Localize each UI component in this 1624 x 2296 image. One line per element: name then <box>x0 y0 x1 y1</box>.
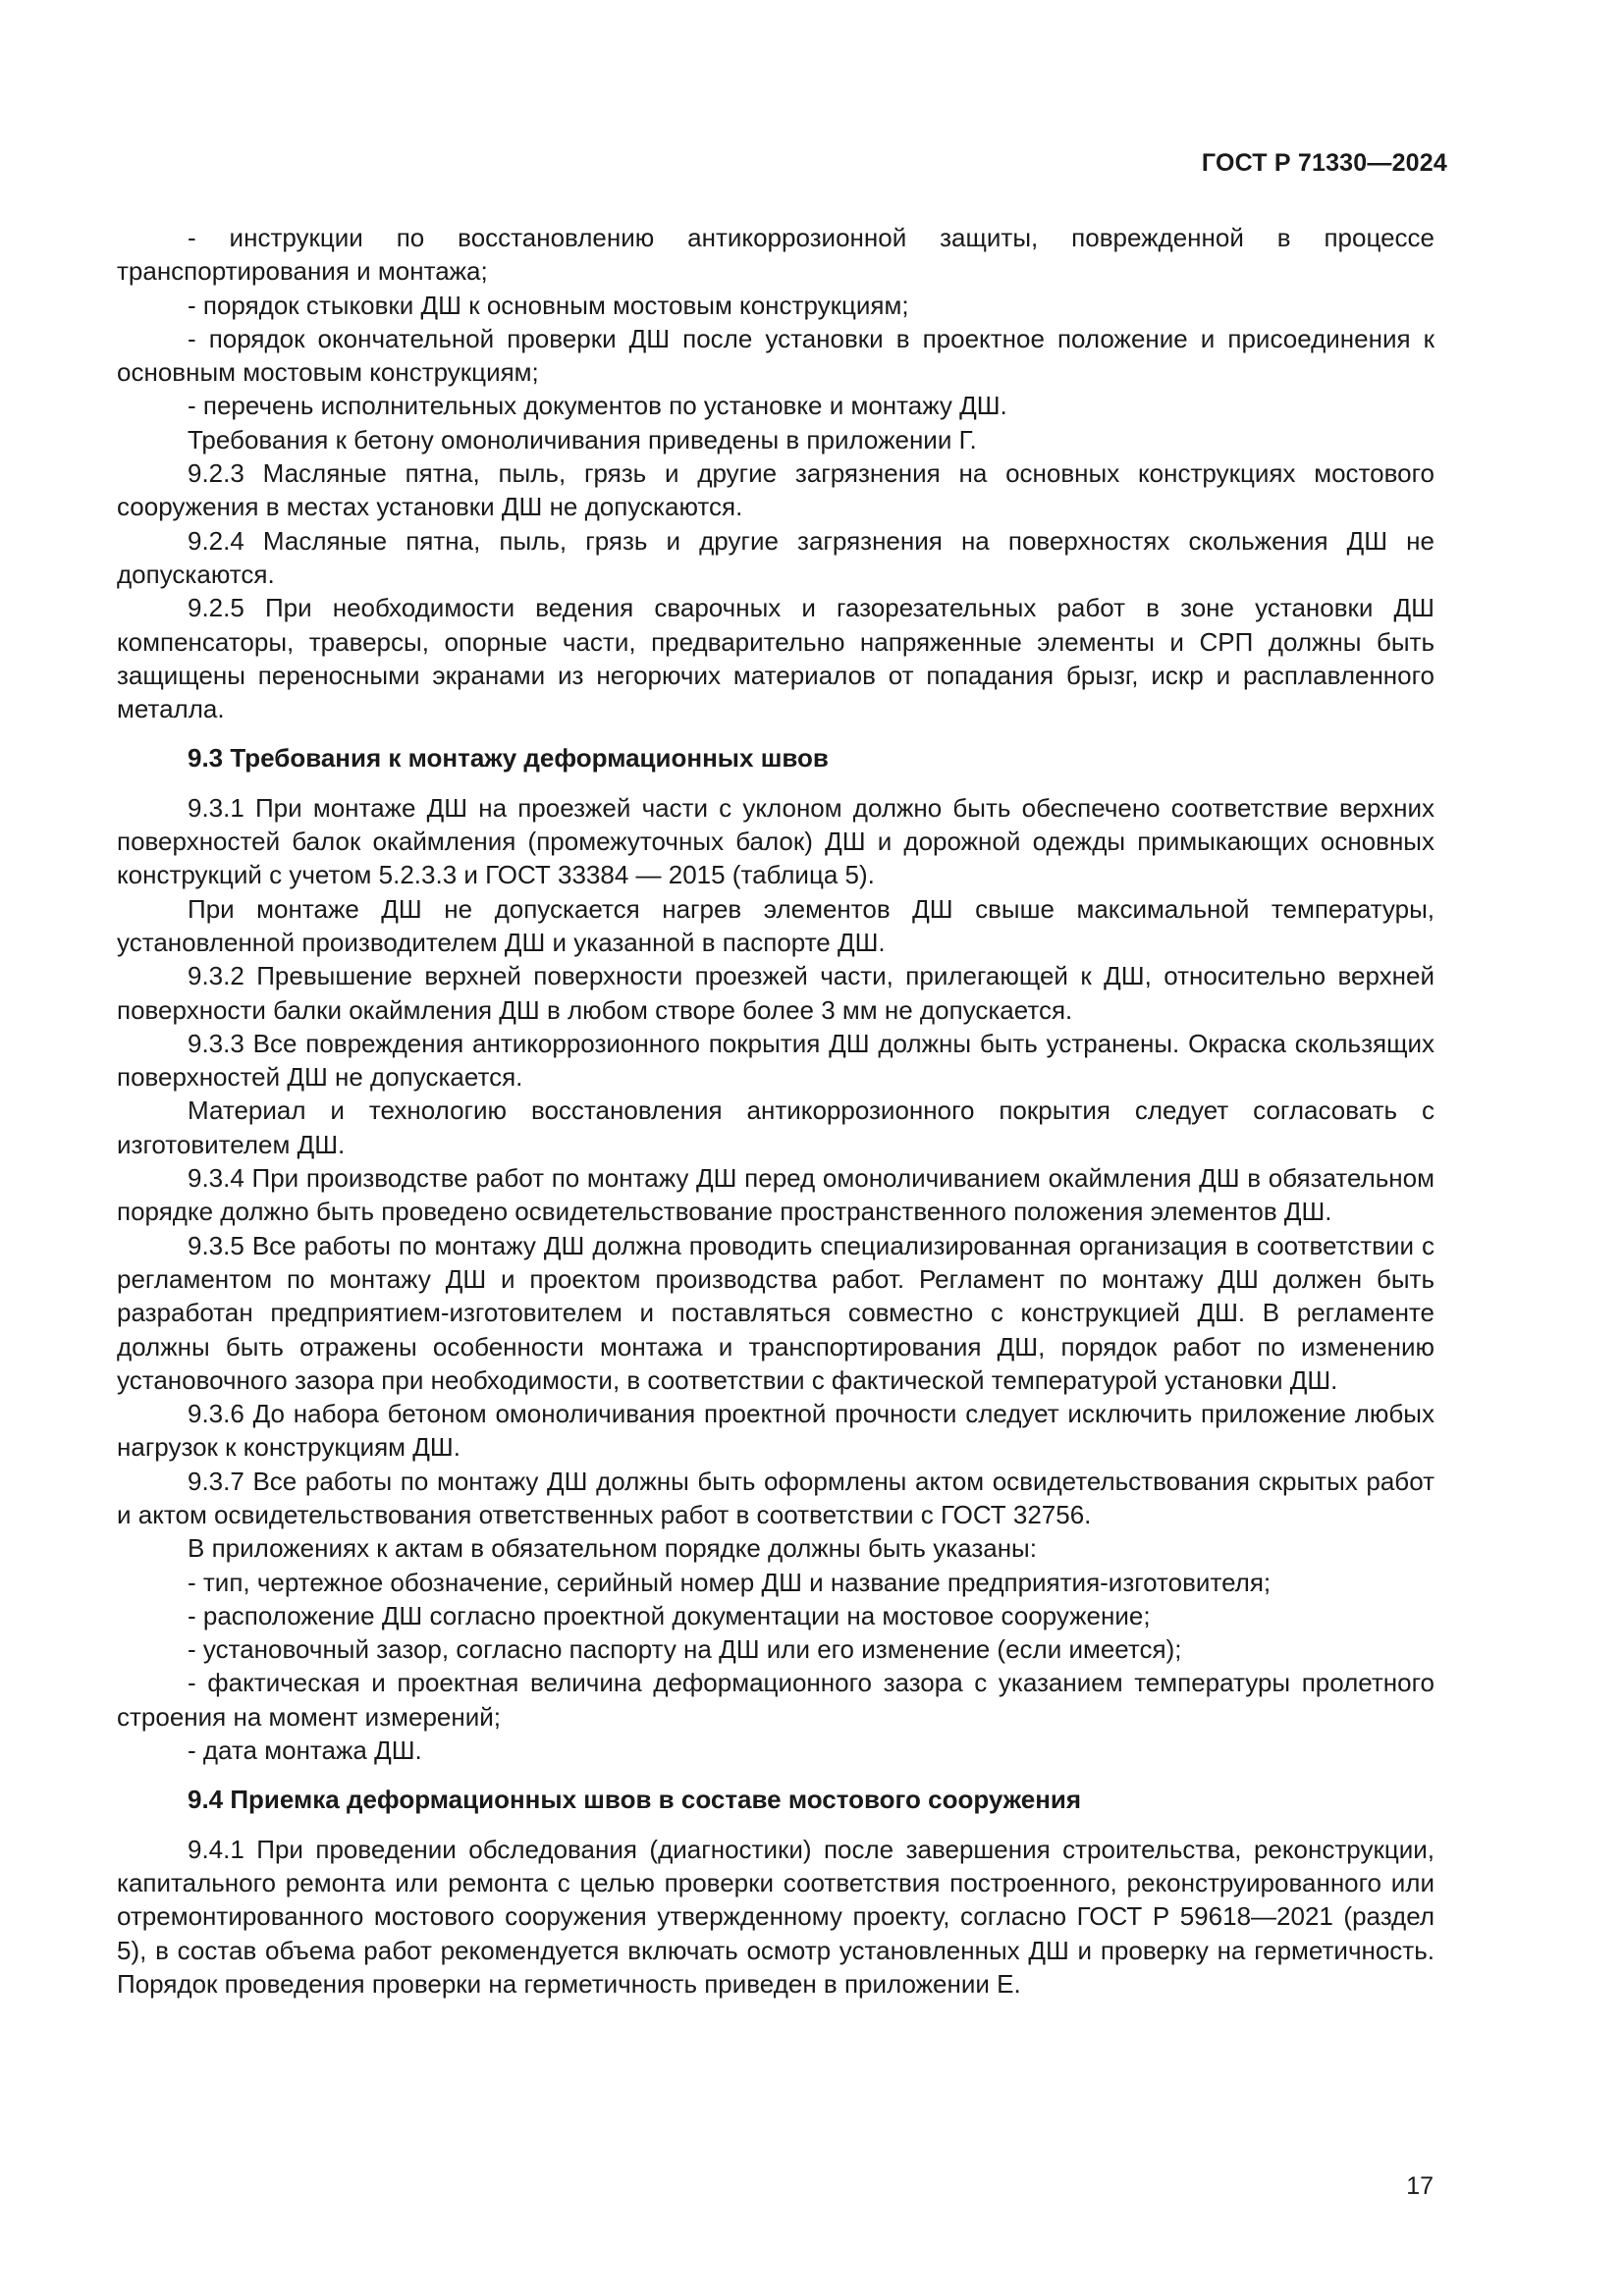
paragraph: 9.3.2 Превышение верхней поверхности проезжей части, прилегающей к ДШ, относительно верхней поверхности балки окаймления ДШ в любом створе более 3 мм не допускается. <box>117 961 1435 1025</box>
section-heading-9-3: 9.3 Требования к монтажу деформационных швов <box>188 743 829 774</box>
list-item: - установочный зазор, согласно паспорту на ДШ или его изменение (если имеется); <box>188 1634 1182 1665</box>
paragraph: 9.3.5 Все работы по монтажу ДШ должна проводить специализированная организация в соответствии с регламентом по монтажу ДШ и проектом производства работ. Регламент по монтажу ДШ должен быть разработан предприятием-изготовителем и поставляться совместно с конструкцией ДШ. В регламенте должны быть отражены особенности монтажа и транспортирования ДШ, порядок работ по изменению установочного зазора при необходимости, в соответствии с фактической температурой установки ДШ. <box>117 1230 1435 1395</box>
paragraph: 9.2.3 Масляные пятна, пыль, грязь и другие загрязнения на основных конструкциях мостового сооружения в местах установки ДШ не допускаются. <box>117 458 1435 522</box>
list-item: - расположение ДШ согласно проектной документации на мостовое сооружение; <box>188 1600 1151 1630</box>
paragraph: 9.3.6 До набора бетоном омоноличивания проектной прочности следует исключить приложение любых нагрузок к конструкциям ДШ. <box>117 1399 1435 1463</box>
paragraph: В приложениях к актам в обязательном порядке должны быть указаны: <box>188 1533 1037 1564</box>
list-item: - дата монтажа ДШ. <box>188 1735 422 1766</box>
paragraph: - порядок стыковки ДШ к основным мостовым конструкциям; <box>188 290 909 320</box>
paragraph: 9.2.4 Масляные пятна, пыль, грязь и другие загрязнения на поверхностях скольжения ДШ не допускаются. <box>117 525 1435 589</box>
paragraph: - перечень исполнительных документов по установке и монтажу ДШ. <box>188 391 1007 421</box>
paragraph: 9.4.1 При проведении обследования (диагностики) после завершения строительства, реконструкции, капитального ремонта или ремонта с целью проверки соответствия построенного, реконструированного или отремонтированного мостового сооружения утвержденному проекту, согласно ГОСТ Р 59618—2021 (раздел 5), в состав объема работ рекомендуется включать осмотр установленных ДШ и проверку на герметичность. Порядок проведения проверки на герметичность приведен в приложении Е. <box>117 1834 1435 1999</box>
paragraph: При монтаже ДШ не допускается нагрев элементов ДШ свыше максимальной температуры, установленной производителем ДШ и указанной в паспорте ДШ. <box>117 893 1435 957</box>
paragraph: - порядок окончательной проверки ДШ после установки в проектное положение и присоединения к основным мостовым конструкциям; <box>117 323 1435 388</box>
main-text <box>117 221 1435 2001</box>
paragraph: 9.3.4 При производстве работ по монтажу ДШ перед омоноличиванием окаймления ДШ в обязательном порядке должно быть проведено освидетельствование пространственного положения элементов ДШ. <box>117 1163 1435 1227</box>
list-item: - тип, чертежное обозначение, серийный номер ДШ и название предприятия-изготовителя; <box>188 1567 1272 1597</box>
paragraph: 9.3.7 Все работы по монтажу ДШ должны быть оформлены актом освидетельствования скрытых работ и актом освидетельствования ответственных работ в соответствии с ГОСТ 32756. <box>117 1466 1435 1529</box>
paragraph: Требования к бетону омоноличивания приведены в приложении Г. <box>188 424 977 454</box>
section-heading-9-4: 9.4 Приемка деформационных швов в составе мостового сооружения <box>188 1785 1082 1815</box>
list-item: - фактическая и проектная величина деформационного зазора с указанием температуры пролетного строения на момент измерений; <box>117 1668 1435 1732</box>
paragraph: - инструкции по восстановлению антикоррозионной защиты, поврежденной в процессе транспортирования и монтажа; <box>117 223 1435 287</box>
paragraph: 9.3.1 При монтаже ДШ на проезжей части с уклоном должно быть обеспечено соответствие верхних поверхностей балок окаймления (промежуточных балок) ДШ и дорожной одежды примыкающих основных конструкций с учетом 5.2.3.3 и ГОСТ 33384 — 2015 (таблица 5). <box>117 792 1435 890</box>
paragraph: 9.2.5 При необходимости ведения сварочных и газорезательных работ в зоне установки ДШ компенсаторы, траверсы, опорные части, предварительно напряженные элементы и СРП должны быть защищены переносными экранами из негорючих материалов от попадания брызг, искр и расплавленного металла. <box>117 593 1435 724</box>
paragraph: 9.3.3 Все повреждения антикоррозионного покрытия ДШ должны быть устранены. Окраска скользящих поверхностей ДШ не допускается. <box>117 1028 1435 1093</box>
paragraph: Материал и технологию восстановления антикоррозионного покрытия следует согласовать с изготовителем ДШ. <box>117 1095 1435 1159</box>
page-number: 17 <box>1406 2172 1434 2200</box>
document-code-header: ГОСТ Р 71330—2024 <box>1201 149 1447 177</box>
